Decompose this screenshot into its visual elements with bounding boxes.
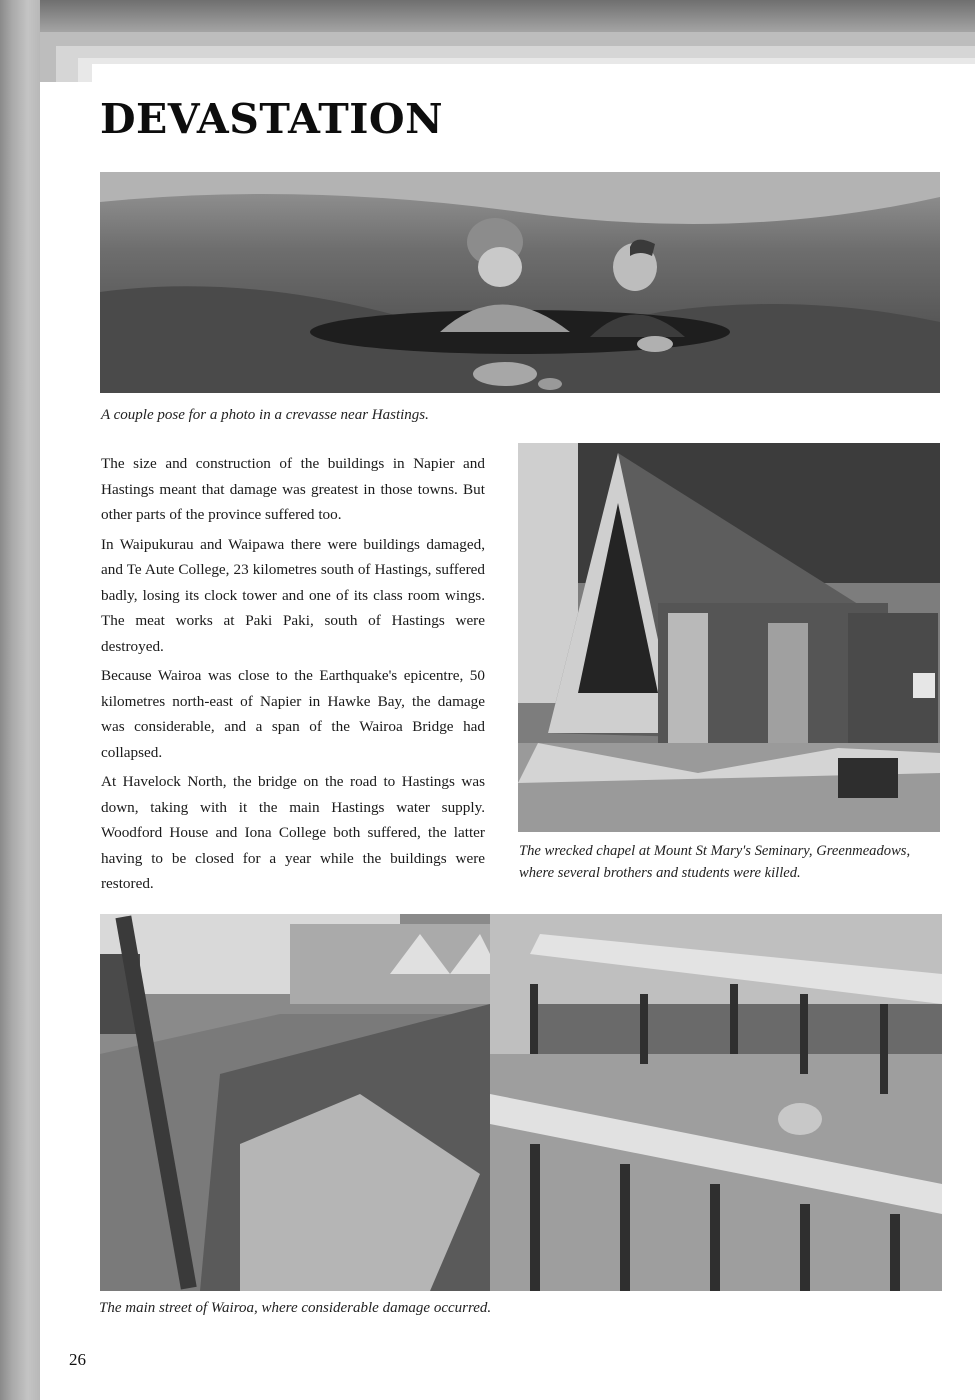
- page-number: 26: [69, 1350, 86, 1369]
- article-paragraph: Because Wairoa was close to the Earthquake's epicentre, 50 kilometres north-east of Napier in Hawke Bay, the damage was considerable, and a span of the Wairoa Bridge had collapsed.: [101, 667, 485, 761]
- article-paragraph: At Havelock North, the bridge on the road to Hastings was down, taking with it the main Hastings water supply. Woodford House and Iona College both suffered, the latter having to be closed for a year while the buildings were restored.: [101, 773, 485, 892]
- wairoa-street-photo-caption: The main street of Wairoa, where considerable damage occurred.: [99, 1300, 492, 1316]
- corner-ornament: [56, 46, 78, 82]
- article-body: [101, 451, 485, 901]
- corner-ornament: [56, 46, 975, 58]
- corner-ornament: [78, 58, 975, 64]
- corner-ornament: [40, 32, 975, 46]
- chapel-photo: [518, 443, 940, 832]
- crevasse-photo: [100, 172, 940, 393]
- corner-ornament: [40, 32, 56, 82]
- corner-ornament: [78, 58, 92, 82]
- page-border-top: [0, 0, 975, 32]
- wairoa-street-photo: [100, 914, 942, 1291]
- crevasse-photo-caption: A couple pose for a photo in a crevasse near Hastings.: [101, 407, 429, 423]
- article-paragraph: The size and construction of the buildings in Napier and Hastings meant that damage was greatest in those towns. But other parts of the province suffered too.: [101, 455, 485, 523]
- article-paragraph: In Waipukurau and Waipawa there were buildings damaged, and Te Aute College, 23 kilometres south of Hastings, suffered badly, losing its clock tower and one of its class room wings. The meat works at Paki Paki, south of Hastings were destroyed.: [101, 535, 485, 655]
- chapel-photo-caption: The wrecked chapel at Mount St Mary's Seminary, Greenmeadows, where several brothers and students were killed.: [519, 843, 911, 881]
- page-title: DEVASTATION: [100, 95, 444, 143]
- page-border-left: [0, 0, 40, 1400]
